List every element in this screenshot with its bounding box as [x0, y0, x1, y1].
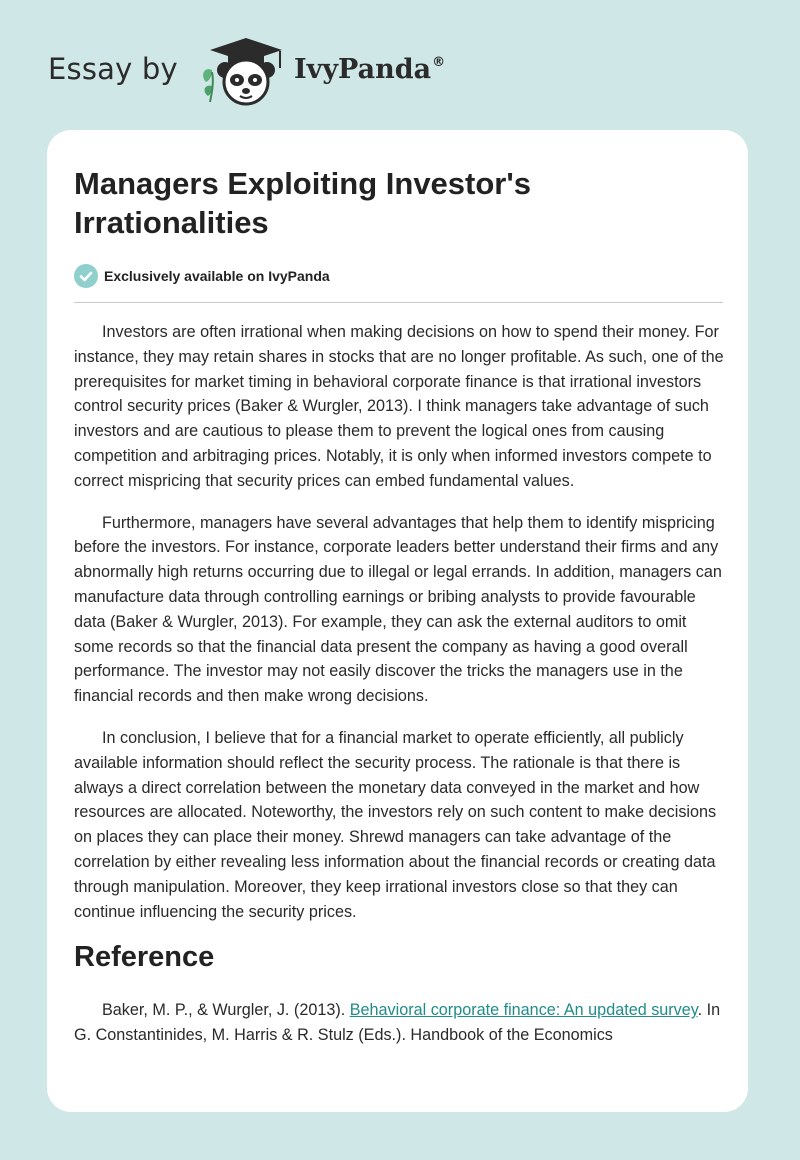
reference-link[interactable]: Behavioral corporate finance: An updated survey — [349, 1001, 698, 1020]
ivypanda-logo-icon[interactable] — [198, 36, 294, 108]
brand-name[interactable]: IvyPanda® — [294, 54, 446, 85]
reference-entry — [74, 998, 729, 1048]
essay-body — [74, 320, 729, 1065]
divider — [74, 302, 723, 303]
paragraph: Investors are often irrational when making decisions on how to spend their money. For instance, they may retain shares in stocks that are no longer profitable. As such, one of the prerequisites for market timing in behavioral corporate finance is that irrational investors control security prices (Baker & Wurgler, 2013). I think managers take advantage of such investors and are cautious to please them to prevent the logical ones from causing competition and arbitraging prices. Notably, it is only when informed investors compete to correct mispricing that security prices can embed fundamental values. — [74, 323, 724, 490]
essay-card — [47, 130, 748, 1112]
page-title: Managers Exploiting Investor's Irrationalities — [74, 166, 531, 240]
reference-prefix: Baker, M. P., & Wurgler, J. (2013). — [102, 1001, 350, 1020]
paragraph: In conclusion, I believe that for a financial market to operate efficiently, all publicly available information should reflect the security process. The rationale is that there is always a direct correlation between the monetary data conveyed in the market and how resources are allocated. Noteworthy, the investors rely on such content to make decisions on places they can place their money. Shrewd managers can take advantage of the correlation by either revealing less information about the financial records or creating data through manipulation. Moreover, they keep irrational investors close so that they can continue influencing the security prices. — [74, 728, 717, 921]
site-header — [48, 32, 748, 112]
reference-suffix: . In G. Constantinides, M. Harris & R. Stulz (Eds.). Handbook of the Economics — [74, 1001, 721, 1045]
registered-mark: ® — [432, 55, 446, 70]
paragraph: Furthermore, managers have several advantages that help them to identify mispricing before the investors. For instance, corporate leaders better understand their firms and any abnormally high returns occurring due to illegal or legal errands. In addition, managers can manufacture data through controlling earnings or bribing analysts to provide favourable data (Baker & Wurgler, 2013). For example, they can ask the external auditors to omit some records so that the financial data present the company as having a good overall performance. The investor may not easily discover the tricks the managers use in the financial records and then make wrong decisions. — [74, 513, 722, 706]
essay-by-label: Essay by — [48, 52, 178, 86]
checkmark-icon — [74, 264, 98, 288]
reference-heading: Reference — [74, 941, 215, 974]
exclusive-badge-label: Exclusively available on IvyPanda — [104, 268, 330, 284]
